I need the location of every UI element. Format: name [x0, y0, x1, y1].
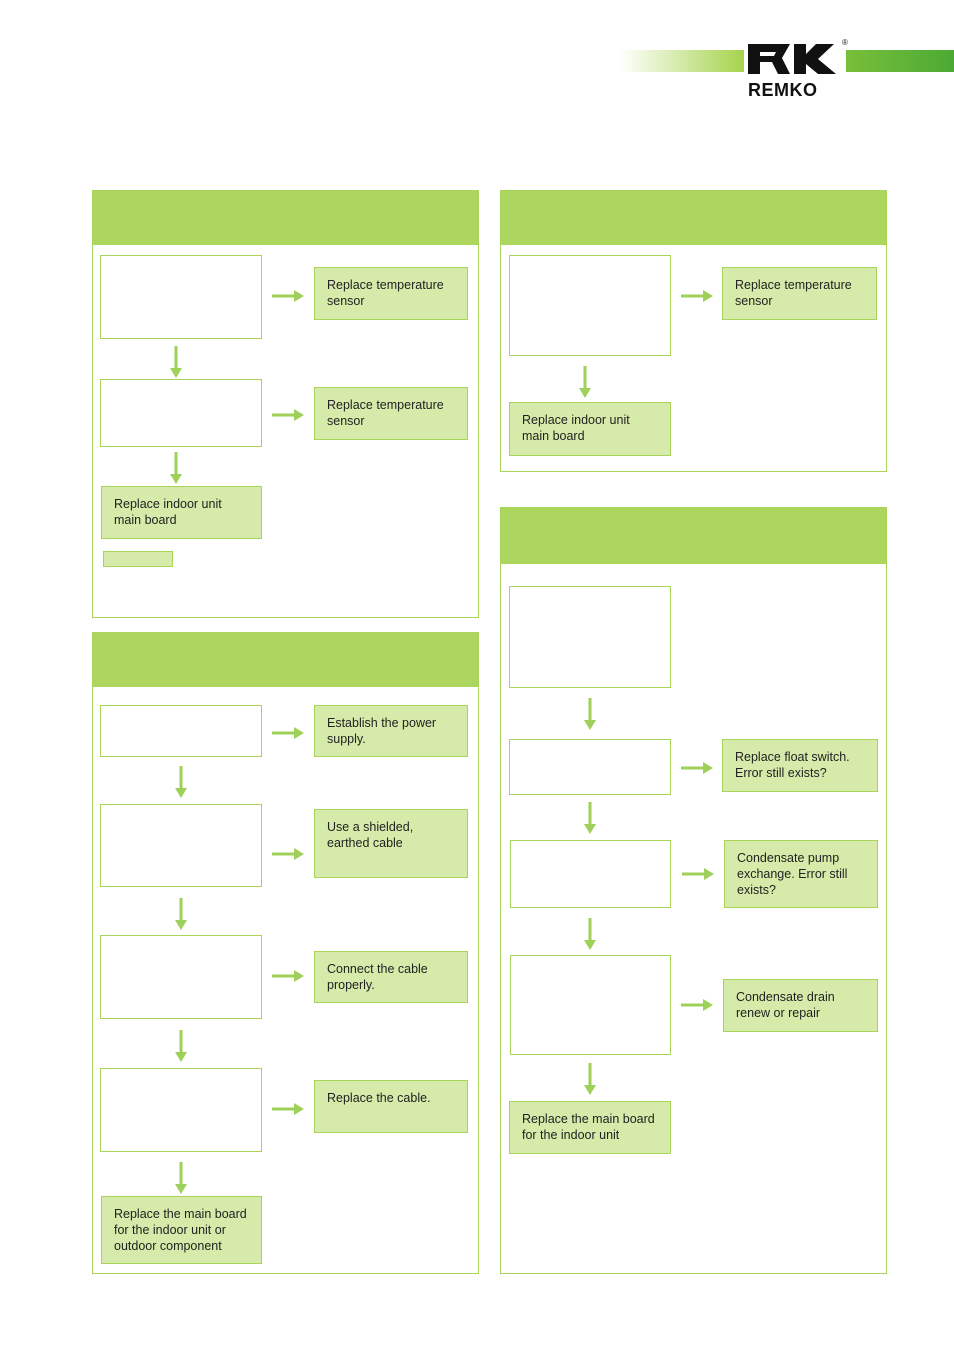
arrow-down-icon	[170, 346, 182, 378]
action-box: Replace temperature sensor	[722, 267, 877, 320]
arrow-down-icon	[584, 802, 596, 834]
step-box	[510, 840, 671, 908]
step-box	[509, 586, 671, 688]
arrow-right-icon	[272, 848, 304, 860]
step-box	[510, 955, 671, 1055]
action-box: Replace temperature sensor	[314, 267, 468, 320]
arrow-down-icon	[175, 898, 187, 930]
step-box	[100, 705, 262, 757]
arrow-down-icon	[584, 1063, 596, 1095]
arrow-right-icon	[682, 868, 714, 880]
arrow-down-icon	[175, 1162, 187, 1194]
action-box: Replace float switch. Error still exists?	[722, 739, 878, 792]
arrow-right-icon	[272, 409, 304, 421]
registered-mark: ®	[842, 38, 848, 47]
panel-header	[501, 191, 886, 245]
action-box: Condensate pump exchange. Error still exists?	[724, 840, 878, 908]
panel-header	[501, 508, 886, 564]
action-box: Connect the cable properly.	[314, 951, 468, 1003]
step-box	[509, 255, 671, 356]
step-box	[100, 804, 262, 887]
remko-logo-mark	[744, 40, 846, 80]
action-box: Condensate drain renew or repair	[723, 979, 878, 1032]
brand-name: REMKO	[748, 80, 818, 100]
arrow-right-icon	[272, 727, 304, 739]
arrow-right-icon	[681, 762, 713, 774]
arrow-down-icon	[584, 918, 596, 950]
action-box: Replace indoor unit main board	[101, 486, 262, 539]
step-box	[509, 739, 671, 795]
arrow-down-icon	[579, 366, 591, 398]
legend-swatch	[103, 551, 173, 567]
arrow-right-icon	[272, 1103, 304, 1115]
action-box: Replace the main board for the indoor unit or outdoor component	[101, 1196, 262, 1264]
step-box	[100, 379, 262, 447]
step-box	[100, 935, 262, 1019]
arrow-right-icon	[272, 290, 304, 302]
arrow-down-icon	[170, 452, 182, 484]
action-box: Replace indoor unit main board	[509, 402, 671, 456]
step-box	[100, 255, 262, 339]
action-box: Replace temperature sensor	[314, 387, 468, 440]
arrow-right-icon	[681, 290, 713, 302]
arrow-right-icon	[272, 970, 304, 982]
arrow-down-icon	[175, 1030, 187, 1062]
panel-header	[93, 191, 478, 245]
action-box: Establish the power supply.	[314, 705, 468, 757]
arrow-right-icon	[681, 999, 713, 1011]
arrow-down-icon	[584, 698, 596, 730]
action-box: Replace the cable.	[314, 1080, 468, 1133]
action-box: Replace the main board for the indoor unit	[509, 1101, 671, 1154]
panel-header	[93, 633, 478, 687]
step-box	[100, 1068, 262, 1152]
arrow-down-icon	[175, 766, 187, 798]
action-box: Use a shielded, earthed cable	[314, 809, 468, 878]
